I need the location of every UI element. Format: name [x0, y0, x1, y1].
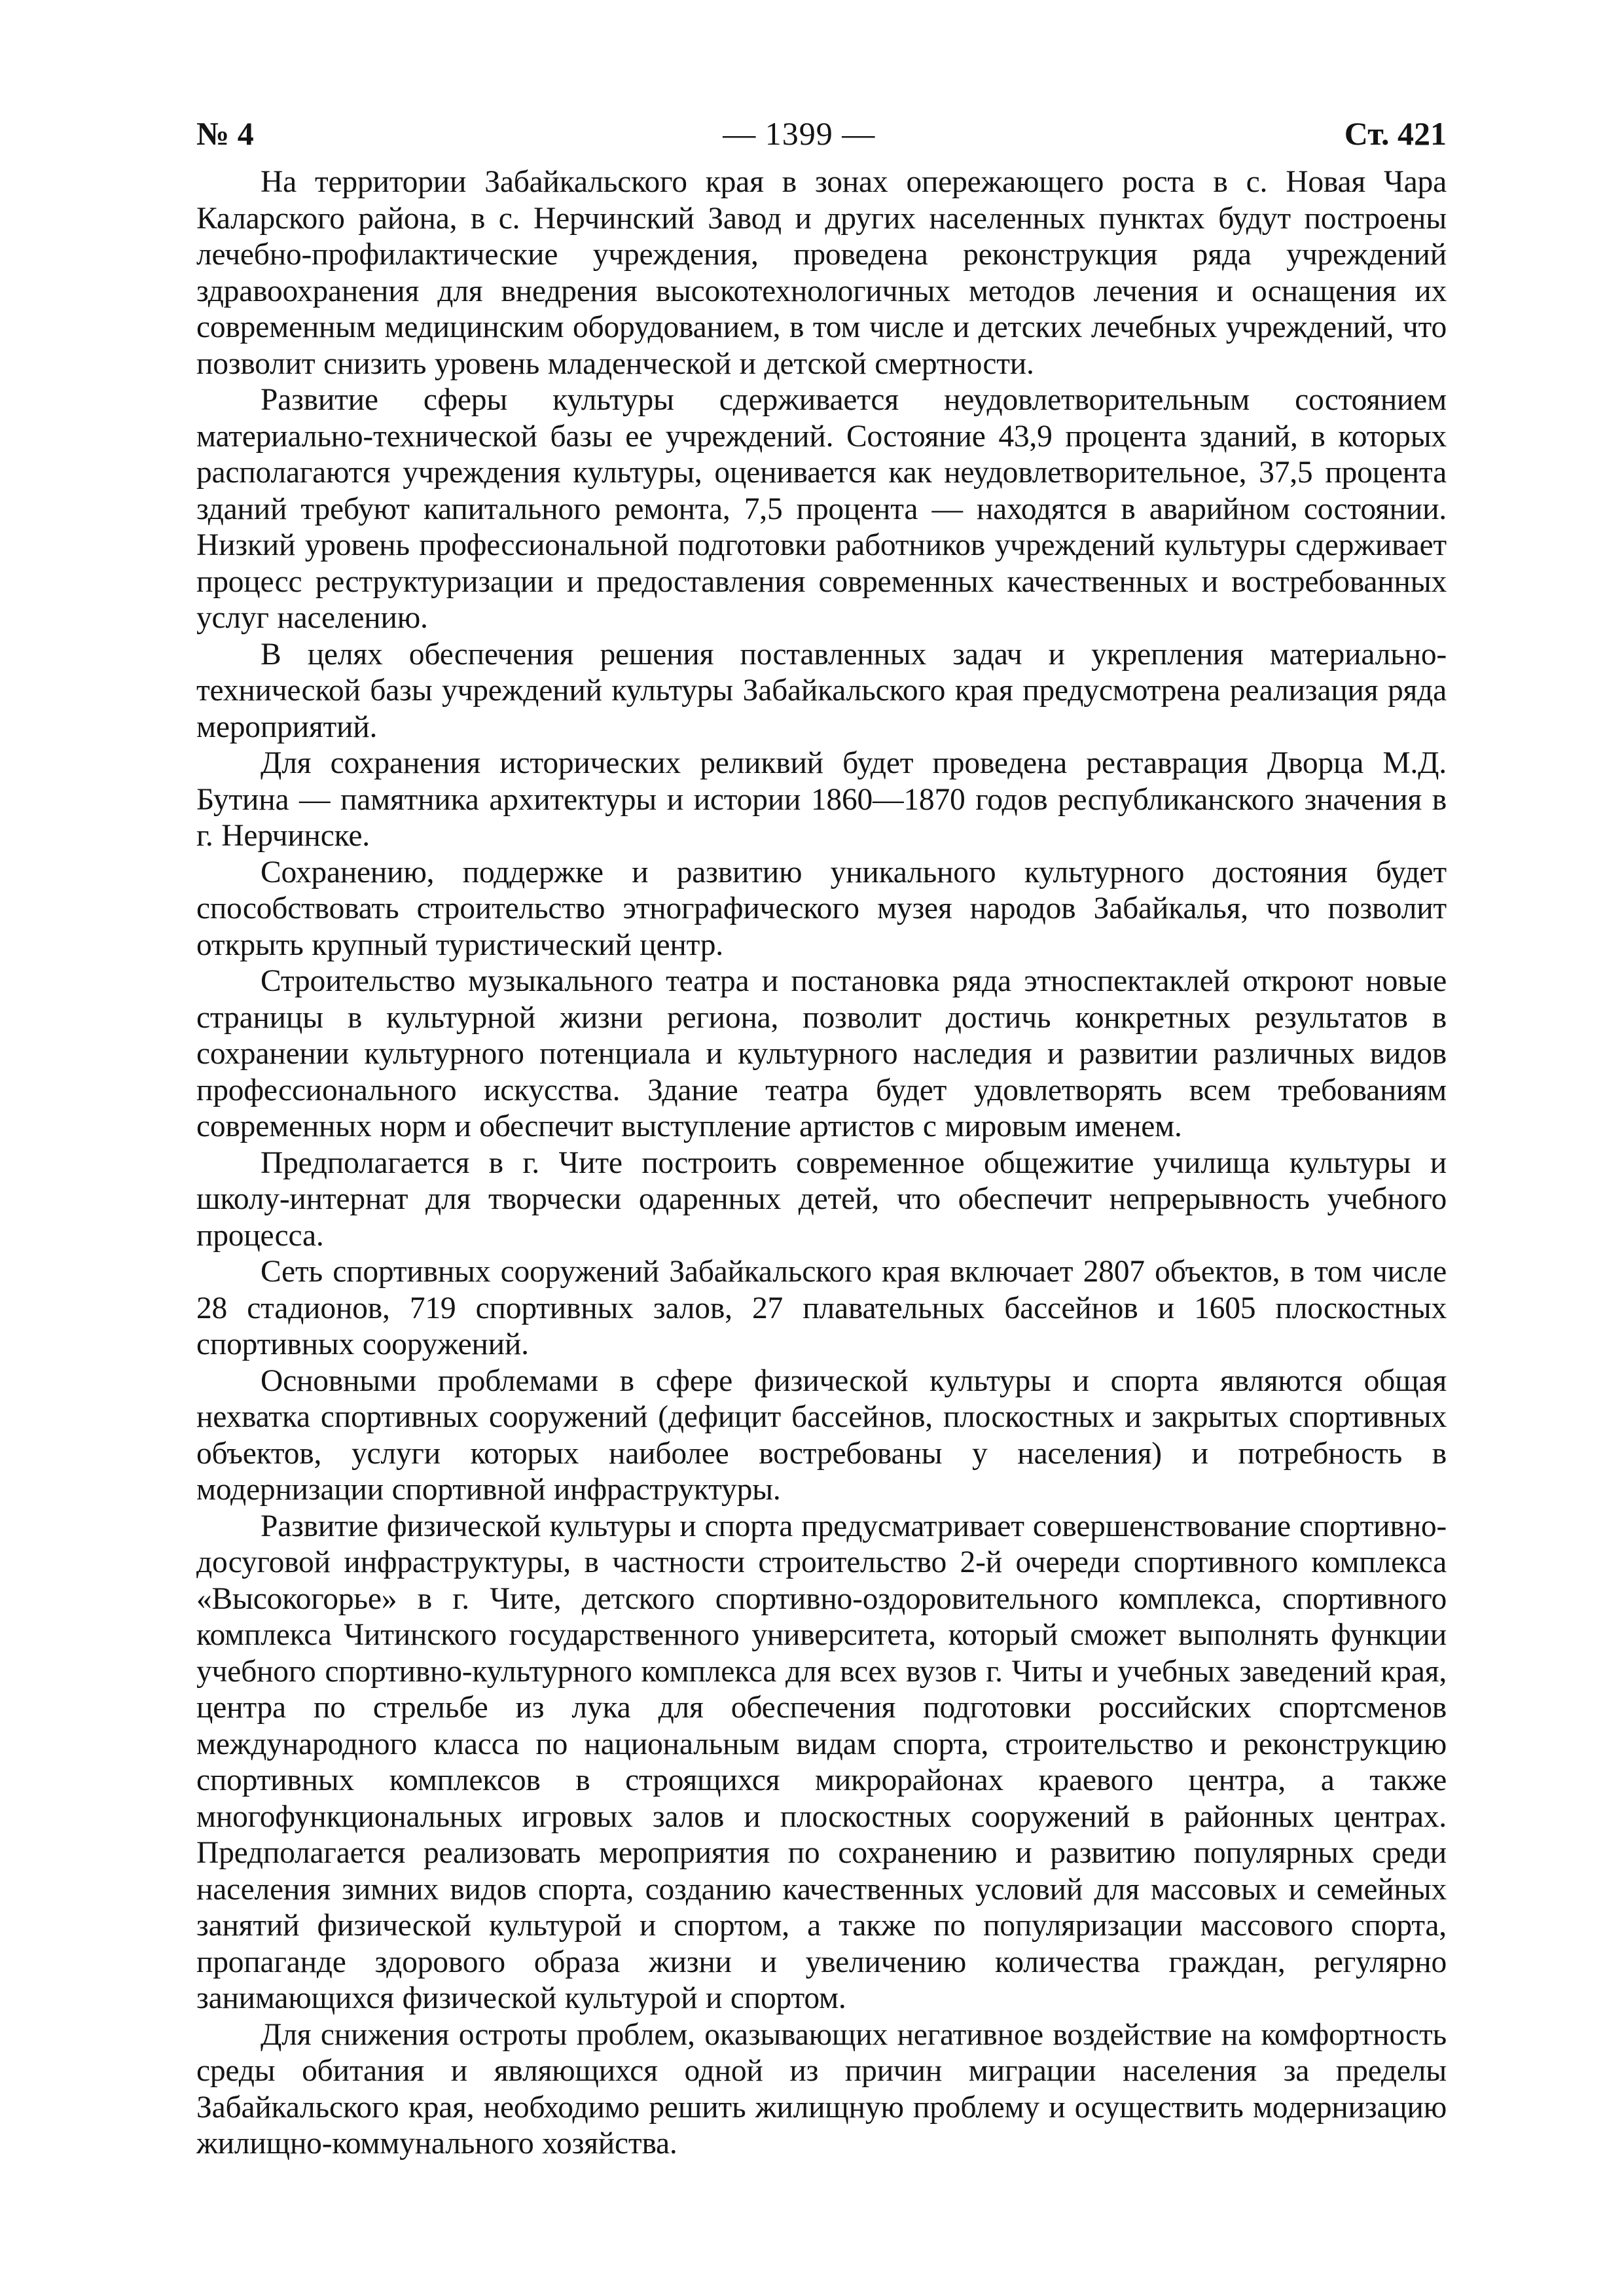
page-number: — 1399 — [723, 115, 876, 152]
paragraph-culture-measures: В целях обеспечения решения поставленных задач и укрепления материально-технической базы учреждений культуры Забайкальского края предусмотрена реализация ряда мероприятий. [196, 637, 1447, 744]
paragraph-culture-base: Развитие сферы культуры сдерживается неудовлетворительным состоянием материально-технической базы ее учреждений. Состояние 43,9 процента зданий, в которых располагаются учреждения культуры, оценивается как неудовлетворительное, 37,5 процента зданий требуют капитального ремонта, 7,5 процента — находятся в аварийном состоянии. Низкий уровень профессиональной подготовки работников учреждений культуры сдерживает процесс реструктуризации и предоставления современных качественных и востребованных услуг населению. [196, 383, 1447, 635]
paragraph-sports-facilities: Сеть спортивных сооружений Забайкальского края включает 2807 объектов, в том числе 28 стадионов, 719 спортивных залов, 27 плавательных бассейнов и 1605 плоскостных спортивных сооружений. [196, 1255, 1447, 1361]
paragraph-music-theatre: Строительство музыкального театра и постановка ряда этноспектаклей откроют новые страницы в культурной жизни региона, позволит достичь конкретных результатов в сохранении культурного потенциала и культурного наследия и развитии различных видов профессионального искусства. Здание театра будет удовлетворять всем требованиям современных норм и обеспечит выступление артистов с мировым именем. [196, 964, 1447, 1143]
paragraph-healthcare: На территории Забайкальского края в зонах опережающего роста в с. Новая Чара Каларского района, в с. Нерчинский Завод и других населенных пунктах будут построены лечебно-профилактические учреждения, проведена реконструкция ряда учреждений здравоохранения для внедрения высокотехнологичных методов лечения и оснащения их современным медицинским оборудованием, в том числе и детских лечебных учреждений, что позволит снизить уровень младенческой и детской смертности. [196, 165, 1447, 381]
paragraph-sports-development: Развитие физической культуры и спорта предусматривает совершенствование спортивно-досуговой инфраструктуры, в частности строительство 2-й очереди спортивного комплекса «Высокогорье» в г. Чите, детского спортивно-оздоровительного комплекса, спортивного комплекса Читинского государственного университета, который сможет выполнять функции учебного спортивно-культурного комплекса для всех вузов г. Читы и учебных заведений края, центра по стрельбе из лука для обеспечения подготовки российских спортсменов международного класса по национальным видам спорта, строительство и реконструкцию спортивных комплексов в строящихся микрорайонах краевого центра, а также многофункциональных игровых залов и плоскостных сооружений в районных центрах. Предполагается реализовать мероприятия по сохранению и развитию популярных среди населения зимних видов спорта, созданию качественных условий для массовых и семейных занятий физической культурой и спортом, а также по популяризации массового спорта, пропаганде здорового образа жизни и увеличению количества граждан, регулярно занимающихся физической культурой и спортом. [196, 1509, 1447, 2015]
paragraph-butin-palace: Для сохранения исторических реликвий будет проведена реставрация Дворца М.Д. Бутина — памятника архитектуры и истории 1860—1870 годов республиканского значения в г. Нерчинске. [196, 746, 1447, 853]
issue-number: № 4 [196, 115, 254, 152]
article-number: Ст. 421 [1344, 115, 1447, 152]
paragraph-sports-problems: Основными проблемами в сфере физической культуры и спорта являются общая нехватка спортивных сооружений (дефицит бассейнов, плоскостных и закрытых спортивных объектов, услуги которых наиболее востребованы у населения) и потребность в модернизации спортивной инфраструктуры. [196, 1363, 1447, 1507]
paragraph-housing: Для снижения остроты проблем, оказывающих негативное воздействие на комфортность среды обитания и являющихся одной из причин миграции населения за пределы Забайкальского края, необходимо решить жилищную проблему и осуществить модернизацию жилищно-коммунального хозяйства. [196, 2017, 1447, 2161]
running-header [196, 108, 1447, 159]
body-text [196, 164, 1447, 2162]
paragraph-dormitory: Предполагается в г. Чите построить современное общежитие училища культуры и школу-интернат для творчески одаренных детей, что обеспечит непрерывность учебного процесса. [196, 1145, 1447, 1253]
document-page [196, 108, 1447, 2162]
paragraph-ethnographic-museum: Сохранению, поддержке и развитию уникального культурного достояния будет способствовать строительство этнографического музея народов Забайкалья, что позволит открыть крупный туристический центр. [196, 855, 1447, 962]
